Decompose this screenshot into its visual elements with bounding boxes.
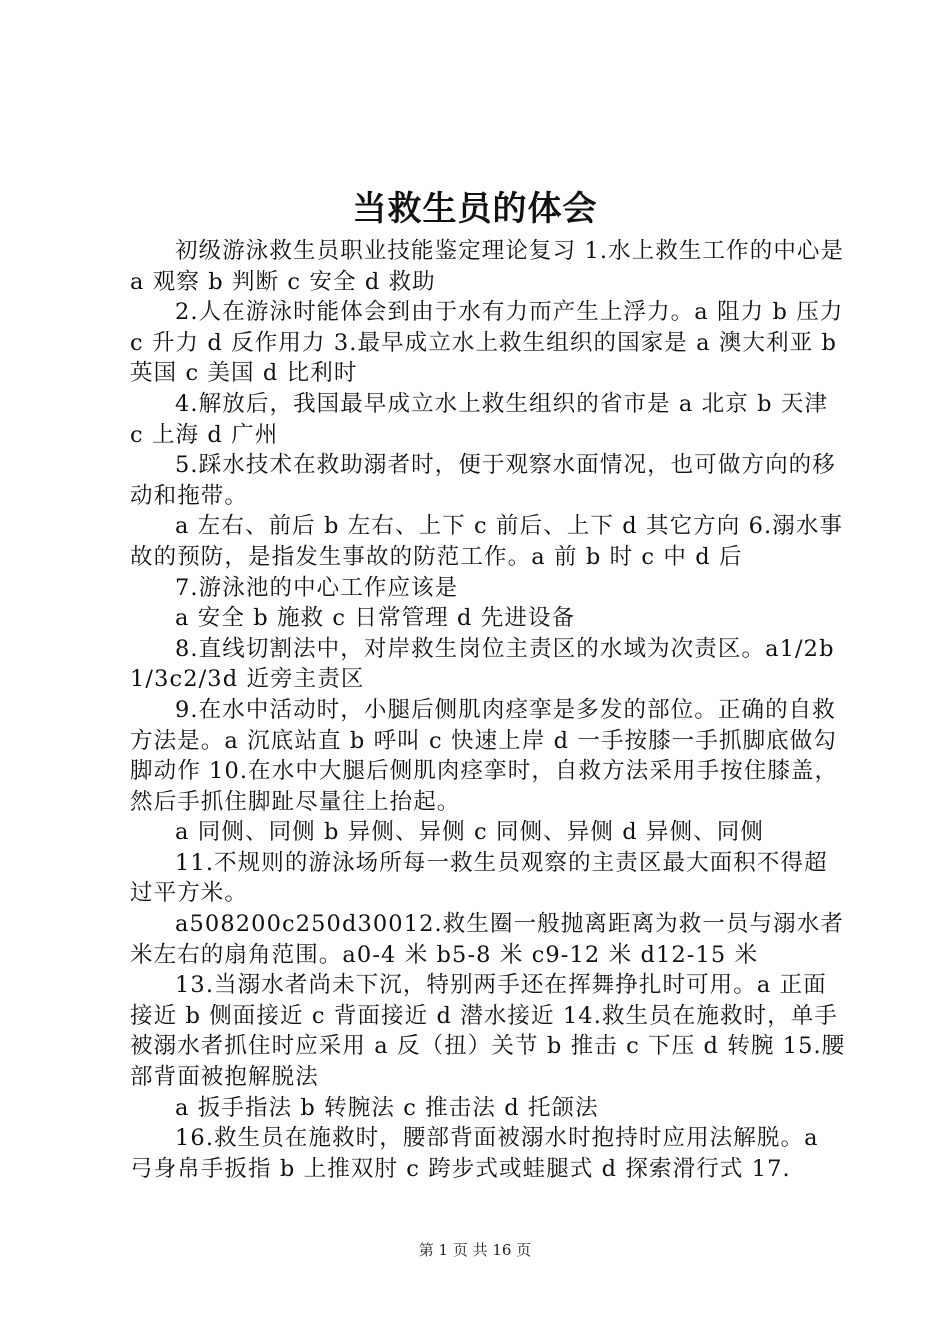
document-body [130, 236, 850, 1184]
paragraph: 5.踩水技术在救助溺者时，便于观察水面情况，也可做方向的移动和拖带。 [130, 452, 836, 509]
paragraph: a 扳手指法 b 转腕法 c 推击法 d 托颌法 [175, 1094, 599, 1121]
paragraph: a 左右、前后 b 左右、上下 c 前后、上下 d 其它方向 6.溺水事故的预防，是指发生事故的防范工作。a 前 b 时 c 中 d 后 [130, 513, 844, 570]
paragraph: 9.在水中活动时，小腿后侧肌肉痉挛是多发的部位。正确的自救方法是。a 沉底站直 b 呼叫 c 快速上岸 d 一手按膝一手抓脚底做勾脚动作 10.在水中大腿后侧肌肉痉挛时，自救方法采用手按住膝盖，然后手抓住脚趾尽量往上抬起。 [130, 696, 839, 815]
paragraph: a508200c250d30012.救生圈一般抛离距离为救一员与溺水者米左右的扇角范围。a0-4 米 b5-8 米 c9-12 米 d12-15 米 [130, 911, 844, 968]
paragraph: 13.当溺水者尚未下沉，特别两手还在挥舞挣扎时可用。a 正面接近 b 侧面接近 c 背面接近 d 潜水接近 14.救生员在施救时，单手被溺水者抓住时应采用 a 反（扭）关节 b 推击 c 下压 d 转腕 15.腰部背面被抱解脱法 [130, 972, 846, 1091]
paragraph: a 安全 b 施救 c 日常管理 d 先进设备 [175, 605, 576, 632]
paragraph: 初级游泳救生员职业技能鉴定理论复习 1.水上救生工作的中心是 a 观察 b 判断 c 安全 d 救助 [130, 238, 845, 295]
page-number-footer: 第 1 页 共 16 页 [418, 1241, 532, 1259]
paragraph: 4.解放后，我国最早成立水上救生组织的省市是 a 北京 b 天津 c 上海 d 广州 [130, 390, 829, 448]
paragraph: 8.直线切割法中，对岸救生岗位主责区的水域为次责区。a1/2b1/3c2/3d 近旁主责区 [130, 635, 835, 693]
paragraph: 2.人在游泳时能体会到由于水有力而产生上浮力。a 阻力 b 压力 c 升力 d 反作用力 3.最早成立水上救生组织的国家是 a 澳大利亚 b 英国 c 美国 d 比利时 [130, 299, 844, 387]
paragraph: 7.游泳池的中心工作应该是 [175, 574, 459, 601]
document-title: 当救生员的体会 [352, 189, 598, 229]
paragraph: 16.救生员在施救时，腰部背面被溺水时抱持时应用法解脱。a 弓身帛手扳指 b 上推双肘 c 跨步式或蛙腿式 d 探索滑行式 17. [130, 1125, 819, 1182]
paragraph: a 同侧、同侧 b 异侧、异侧 c 同侧、异侧 d 异侧、同侧 [175, 819, 764, 846]
paragraph: 11.不规则的游泳场所每一救生员观察的主责区最大面积不得超过平方米。 [130, 849, 828, 907]
